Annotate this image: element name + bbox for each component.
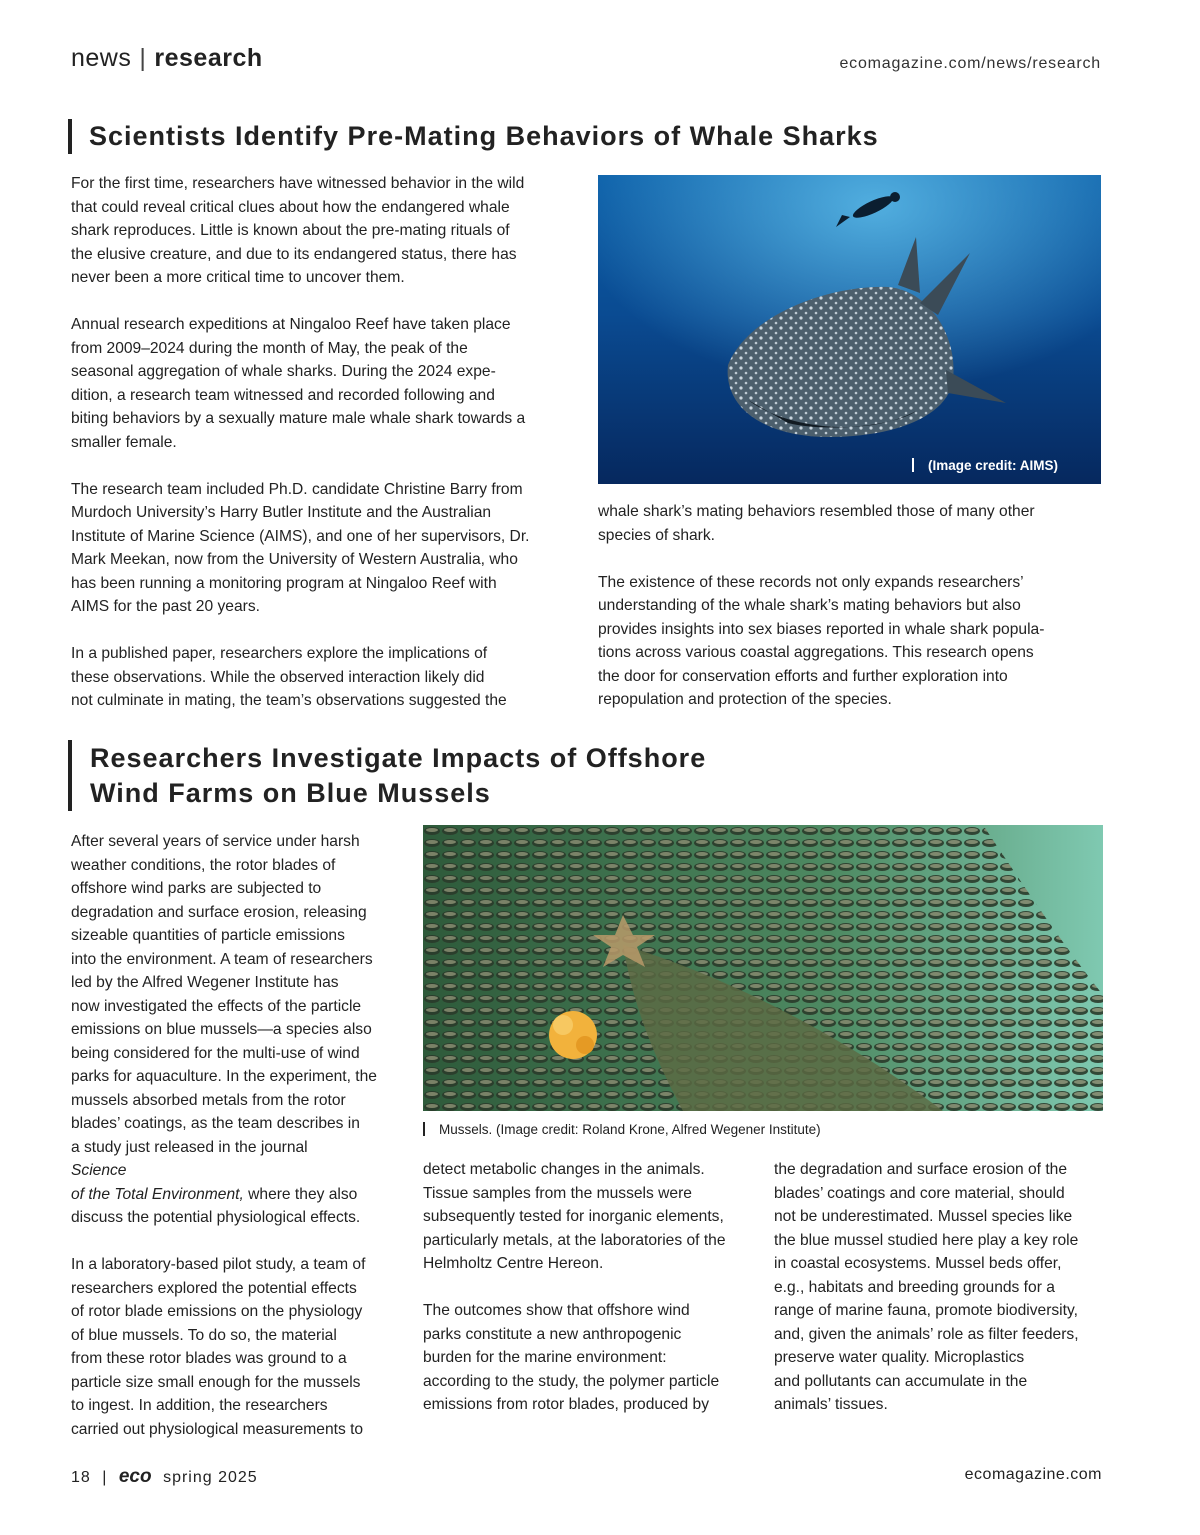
article2-title-line1: Researchers Investigate Impacts of Offshore [90, 743, 707, 773]
article1-right-column [598, 500, 1101, 712]
article2-column-3 [774, 1158, 1109, 1417]
whale-shark-illustration [598, 175, 1101, 484]
body-line: preserve water quality. Microplastics [774, 1349, 1025, 1366]
body-line: whale shark’s mating behaviors resembled those of many other [598, 503, 1035, 520]
body-line: in coastal ecosystems. Mussel beds offer, [774, 1255, 1062, 1272]
body-line: particularly metals, at the laboratories of the [423, 1231, 726, 1249]
subsection-label: research [154, 44, 263, 72]
body-line: For the first time, researchers have witnessed behavior in the wild [71, 175, 525, 192]
body-line: from these rotor blades was ground to a [71, 1350, 347, 1367]
body-line: of rotor blade emissions on the physiology [71, 1303, 363, 1320]
article2-title [90, 741, 706, 811]
mussels-caption [423, 1122, 821, 1137]
section-label: news [71, 44, 132, 72]
body-line: emissions on blue mussels—a species also [71, 1021, 372, 1038]
body-line: seasonal aggregation of whale sharks. During the 2024 expe- [71, 363, 496, 380]
body-line: from 2009–2024 during the month of May, the peak of the [71, 339, 468, 357]
image-credit-text: (Image credit: AIMS) [927, 458, 1058, 473]
body-line: e.g., habitats and breeding grounds for a [774, 1278, 1055, 1296]
body-line: not culminate in mating, the team’s observations suggested the [71, 692, 507, 709]
body-line: to ingest. In addition, the researchers [71, 1397, 328, 1414]
body-line: The research team included Ph.D. candidate Christine Barry from [71, 480, 523, 498]
body-line: species of shark. [598, 526, 716, 544]
body-line: offshore wind parks are subjected to [71, 880, 322, 897]
body-line: has been running a monitoring program at Ningaloo Reef with [71, 574, 497, 592]
body-line: The outcomes show that offshore wind [423, 1302, 690, 1319]
article2-title-line2: Wind Farms on Blue Mussels [90, 778, 491, 808]
body-line: mussels absorbed metals from the rotor [71, 1091, 346, 1109]
body-line: Annual research expeditions at Ningaloo Reef have taken place [71, 316, 511, 333]
body-line: In a laboratory-based pilot study, a team of [71, 1256, 366, 1273]
body-line: according to the study, the polymer particle [423, 1372, 720, 1390]
article1-title: Scientists Identify Pre-Mating Behaviors of Whale Sharks [89, 121, 879, 151]
credit-bar [912, 458, 914, 472]
headline-bar [68, 740, 72, 811]
body-line: carried out physiological measurements to [71, 1420, 364, 1438]
body-line: dition, a research team witnessed and recorded following and [71, 386, 495, 404]
body-line: being considered for the multi-use of wind [71, 1044, 360, 1062]
mussels-illustration [423, 825, 1103, 1111]
body-line: parks constitute a new anthropogenic [423, 1325, 682, 1343]
body-line: the door for conservation efforts and further exploration into [598, 667, 1008, 685]
headline-bar [68, 119, 72, 154]
body-line: burden for the marine environment: [423, 1349, 667, 1366]
body-line: the degradation and surface erosion of the [774, 1161, 1068, 1178]
body-line: emissions from rotor blades, produced by [423, 1396, 710, 1413]
body-line: weather conditions, the rotor blades of [71, 856, 336, 874]
body-line: into the environment. A team of researchers [71, 950, 373, 968]
body-line: Murdoch University’s Harry Butler Institute and the Australian [71, 504, 492, 521]
footer-site[interactable]: ecomagazine.com [964, 1466, 1102, 1483]
mussels-photo [423, 825, 1103, 1111]
journal-name-cont: of the Total Environment, [71, 1185, 244, 1203]
body-line: animals’ tissues. [774, 1396, 888, 1413]
body-line: Tissue samples from the mussels were [423, 1184, 692, 1202]
body-line: blades’ coatings, as the team describes in [71, 1115, 360, 1132]
body-line: shark reproduces. Little is known about the pre-mating rituals of [71, 222, 510, 239]
footer-divider: | [102, 1469, 108, 1486]
body-line: a study just released in the journal [71, 1138, 308, 1156]
body-line: The existence of these records not only expands researchers’ [598, 573, 1024, 591]
body-line: In a published paper, researchers explore the implications of [71, 645, 488, 662]
body-line: the elusive creature, and due to its endangered status, there has [71, 245, 517, 263]
body-line: the blue mussel studied here play a key role [774, 1231, 1079, 1249]
body-line: particle size small enough for the mussels [71, 1373, 361, 1391]
page-number: 18 [71, 1469, 91, 1486]
body-line: that could reveal critical clues about how the endangered whale [71, 198, 510, 216]
whale-shark-photo [598, 175, 1101, 484]
caption-bar [423, 1122, 425, 1136]
body-line: detect metabolic changes in the animals. [423, 1161, 705, 1178]
body-line: biting behaviors by a sexually mature male whale shark towards a [71, 410, 526, 427]
body-line: parks for aquaculture. In the experiment, the [71, 1068, 377, 1085]
body-line: smaller female. [71, 433, 177, 451]
body-line: range of marine fauna, promote biodiversity, [774, 1302, 1078, 1319]
body-line: now investigated the effects of the particle [71, 997, 362, 1015]
body-line: tions across various coastal aggregations. This research opens [598, 644, 1034, 661]
body-line: where they also [243, 1185, 358, 1203]
body-line: researchers explored the potential effects [71, 1279, 357, 1297]
body-line: subsequently tested for inorganic elements, [423, 1208, 724, 1225]
image-credit [912, 457, 1058, 475]
body-line: Mark Meekan, now from the University of Western Australia, who [71, 551, 518, 568]
body-line: and pollutants can accumulate in the [774, 1372, 1028, 1390]
header-divider: | [139, 44, 147, 72]
body-line: led by the Alfred Wegener Institute has [71, 974, 339, 991]
header-url[interactable]: ecomagazine.com/news/research [839, 55, 1101, 72]
issue-label: spring 2025 [163, 1469, 258, 1486]
body-line: understanding of the whale shark’s mating behaviors but also [598, 597, 1021, 614]
body-line: sizeable quantities of particle emissions [71, 927, 345, 944]
body-line: discuss the potential physiological effects. [71, 1209, 361, 1226]
article1-left-column [71, 172, 576, 713]
body-line: AIMS for the past 20 years. [71, 598, 260, 615]
section-header [71, 44, 263, 73]
footer-left [71, 1466, 258, 1488]
body-line: never been a more critical time to uncover them. [71, 269, 405, 286]
body-line: repopulation and protection of the species. [598, 691, 892, 708]
article2-column-2 [423, 1158, 758, 1417]
journal-name: Science [71, 1162, 127, 1179]
body-line: these observations. While the observed interaction likely did [71, 668, 485, 686]
article2-column-1 [71, 830, 406, 1441]
body-line: and, given the animals’ role as filter feeders, [774, 1325, 1079, 1343]
body-line: provides insights into sex biases reported in whale shark popula- [598, 620, 1045, 638]
body-line: of blue mussels. To do so, the material [71, 1326, 337, 1344]
body-line: degradation and surface erosion, releasing [71, 903, 367, 921]
body-line: Helmholtz Centre Hereon. [423, 1255, 604, 1272]
body-line: Institute of Marine Science (AIMS), and one of her supervisors, Dr. [71, 527, 530, 545]
mussels-caption-text: Mussels. (Image credit: Roland Krone, Alfred Wegener Institute) [439, 1122, 821, 1137]
body-line: not be underestimated. Mussel species like [774, 1208, 1073, 1225]
body-line: After several years of service under harsh [71, 833, 360, 850]
eco-logo: eco [118, 1466, 152, 1487]
body-line: blades’ coatings and core material, should [774, 1184, 1065, 1202]
